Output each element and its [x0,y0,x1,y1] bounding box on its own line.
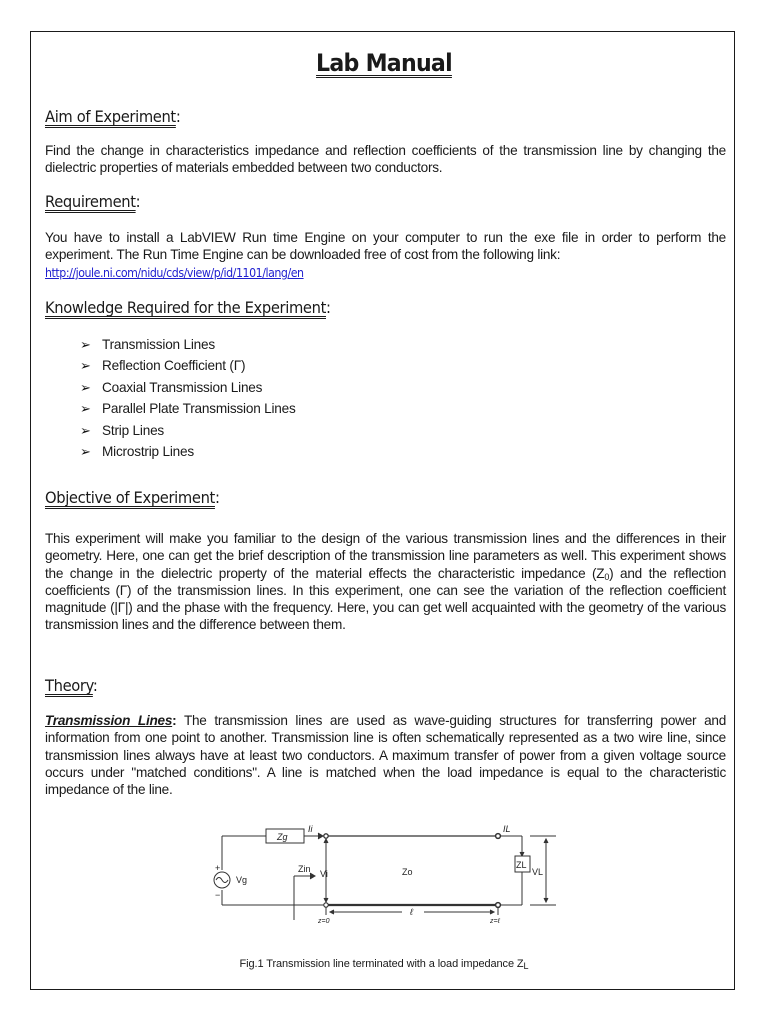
requirement-text: You have to install a LabVIEW Run time Engine on your computer to run the exe file in order to perform the experiment. The Run Time Engine can be downloaded free of cost from the following link: [45,230,726,263]
arrow-bullet-icon: ➢ [80,337,91,352]
list-item: ➢ Transmission Lines [80,334,296,355]
label-vg: Vg [236,875,248,885]
label-zo: Zo [402,867,413,877]
aim-text: Find the change in characteristics impedance and reflection coefficients of the transmission line by changing the dielectric properties of materials embedded between two conductors. [45,143,726,176]
arrow-bullet-icon: ➢ [80,401,91,417]
label-length: ℓ [410,907,413,917]
list-item: ➢ Microstrip Lines [80,441,296,462]
heading-aim: Aim of Experiment: [45,107,181,126]
list-item: ➢ Reflection Coefficient (Γ) [80,355,296,376]
label-z0: z=0 [318,918,330,925]
heading-theory: Theory: [45,676,98,695]
document-title: Lab Manual [316,49,452,77]
arrow-bullet-icon: ➢ [80,443,91,459]
heading-objective: Objective of Experiment: [45,488,220,507]
label-zg: Zg [277,832,288,842]
label-vi: Vi [320,869,328,879]
arrow-bullet-icon: ➢ [80,379,91,395]
label-il: IL [503,824,511,834]
theory-term: Transmission Lines [45,713,173,728]
arrow-bullet-icon: ➢ [80,422,91,438]
list-item: ➢ Strip Lines [80,420,296,441]
label-vl: VL [532,867,544,877]
transmission-line-diagram [196,815,566,925]
objective-text: This experiment will make you familiar to the design of the various transmission lines and the differences in their geometry. Here, one can get the brief description of the transmission line parameters as well. This experiment shows the change in the dielectric property of the material effects the characteristic impedance $(Z_0)$ and the reflection coefficients (Γ) of the transmission lines. In this experiment, one can see the variation of the reflection coefficient magnitude (|Γ|) and the phase with the frequency. Here, you can get well acquainted with the geometry of the various transmission lines and the difference between them. [45,531,727,633]
runtime-engine-link-wrap [45,264,326,282]
label-zin: Zin [298,864,311,874]
heading-requirement: Requirement: [45,192,141,211]
theory-text: Transmission Lines: The transmission lines are used as wave-guiding structures for transferring power and information from one point to another. Transmission line is often schematically represented as a two wire line, since transmission lines always have at least two conductors. A maximum transfer of power from a given voltage source occurs under "matched conditions". A line is matched when the load impedance is equal to the characteristic impedance of the line. [45,713,727,798]
label-zl: ZL [516,860,527,870]
heading-knowledge: Knowledge Required for the Experiment: [45,298,331,317]
label-minus: − [215,890,221,900]
list-item: ➢ Parallel Plate Transmission Lines [80,398,296,419]
knowledge-list [80,334,296,462]
label-zl-pos: z=ℓ [490,918,500,925]
list-item: ➢ Coaxial Transmission Lines [80,377,296,398]
label-ii: Ii [308,824,313,834]
arrow-bullet-icon: ➢ [80,358,91,374]
runtime-engine-link[interactable]: http://joule.ni.com/nidu/cds/view/p/id/1101/lang/en [45,266,304,280]
label-plus: + [215,863,221,873]
figure-caption: Fig.1 Transmission line terminated with a load impedance $Z_L$ [239,958,529,971]
